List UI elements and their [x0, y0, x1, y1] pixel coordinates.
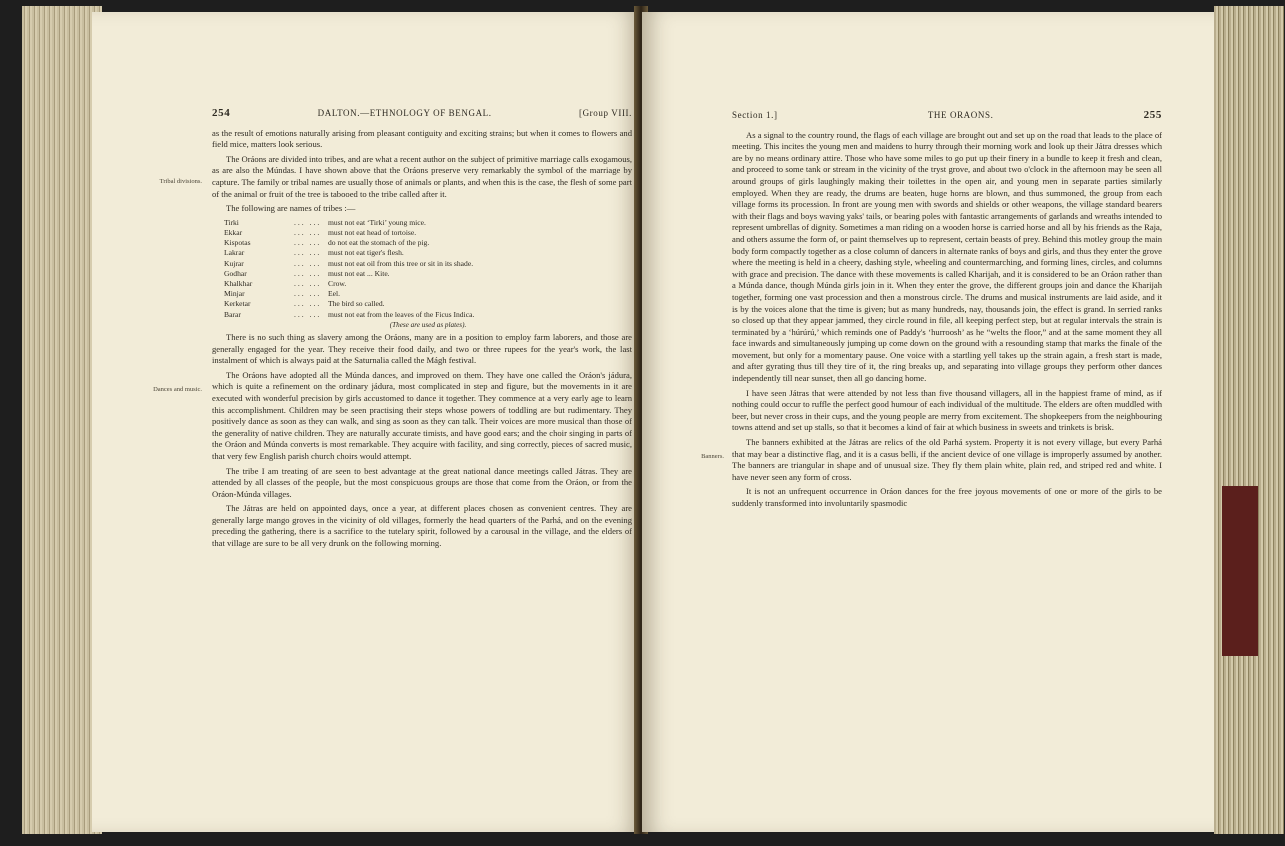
left-page	[92, 12, 640, 832]
running-title: DALTON.—ETHNOLOGY OF BENGAL.	[317, 108, 492, 118]
tribe-row: Kispotas ... ... do not eat the stomach of the pig.	[224, 238, 430, 248]
margin-note: Banners.	[701, 453, 724, 461]
right-page-header	[732, 110, 1162, 122]
tribe-row: Kerketar ... ... The bird so called.	[224, 299, 385, 309]
margin-note: Tribal divisions.	[159, 177, 202, 185]
tribe-row: Tirki ... ... must not eat ‘Tirki’ young mice.	[224, 217, 426, 227]
tribe-row: Khalkhar ... ... Crow.	[224, 278, 347, 288]
paragraph: as the result of emotions naturally arising from pleasant contiguity and exciting strains; but when it comes to flowers and field mice, matters look serious.	[212, 127, 632, 150]
tribe-list	[224, 218, 632, 330]
tribe-footnote: (These are used as plates).	[389, 320, 467, 329]
paragraph: There is no such thing as slavery among the Oráons, many are in a position to employ farm laborers, and those are generally engaged for the year. They receive their food daily, and two or three rupees for the year's work, the last instalment of which is always paid at the Saturnalia called the Mágh festival.	[212, 331, 632, 366]
paragraph-block	[701, 437, 1162, 483]
running-title: THE ORAONS.	[927, 110, 994, 120]
paragraph: It is not an unfrequent occurrence in Oráon dances for the free joyous movements of one or more of the girls to be suddenly transformed into involuntarily spasmodic	[732, 486, 1162, 508]
section-label: Section 1.]	[732, 110, 778, 120]
margin-note: Dances and music.	[153, 385, 202, 393]
tribe-row: Minjar ... ... Eel.	[224, 289, 341, 299]
tribe-row: Barar ... ... must not eat from the leaves of the Ficus Indica.	[224, 309, 475, 319]
paragraph: The tribe I am treating of are seen to best advantage at the great national dance meetings called Játras. They are attended by all classes of the people, but the most conspicuous groups are those that come from the Oráon, or from the Oráon-Múnda villages.	[212, 465, 632, 499]
group-label: [Group VIII.	[578, 108, 632, 118]
paragraph-block	[159, 153, 632, 200]
paragraph: The Oráons are divided into tribes, and are what a recent author on the subject of primitive marriage calls exogamous, as are also the Múndas. I have shown above that the Oráons preserve very remarkably the symbol of the marriage by capture. The family or tribal names are usually those of animals or plants, and when this is the case, the flesh of some part of the animal or fruit of the tree is tabooed to the tribe called after it.	[212, 153, 632, 199]
page-edges-left	[22, 6, 102, 834]
left-page-content	[153, 107, 632, 553]
paragraph: The following are names of tribes :—	[226, 203, 356, 214]
tribe-row: Lakrar ... ... must not eat tiger's flesh.	[224, 248, 404, 258]
paragraph: The banners exhibited at the Játras are relics of the old Parhá system. Property it is not every village, but every Parhá that may bear a distinctive flag, and it is a casus belli, if the ancient device of one village is improperly assumed by another. The banners are triangular in shape and of unusual size. They fly them plain white, plain red, and striped red and white. I have never seen any form of cross.	[732, 437, 1162, 482]
right-page-content	[701, 109, 1162, 513]
left-page-header	[212, 108, 632, 120]
tribe-row: Kujrar ... ... must not eat oil from this tree or sit in its shade.	[224, 258, 474, 268]
paragraph: The Oráons have adopted all the Múnda dances, and improved on them. They have one called the Oráon's jádura, which is quite a refinement on the ordinary jádura, most complicated in step and figure, but the movements in it are executed with wonderful precision by girls accustomed to dance it together. They commence at a very early age to learn this accomplishment. Children may be seen practising their steps whose powers of toddling are but rudimentary. They positively dance as soon as they can walk, and sing as soon as they can talk. Their voices are more musical than those of the generality of native children. They are naturally accurate timists, and have good ears; and the choir singing in parts of the Oráon and Múnda converts is most remarkable. They acquire with facility, and sing correctly, pieces of sacred music, that very few English parish church choirs would attempt.	[212, 369, 632, 461]
page-edges-right	[1214, 6, 1284, 834]
paragraph: As a signal to the country round, the flags of each village are brought out and set up on the road that leads to the place of meeting. This incites the young men and maidens to hurry through their morning work and look up their Játra dresses which are by no means ordinary attire. Those who have some miles to go put up their finery in a bundle to keep it fresh and clean, and proceed to some tank or stream in the vicinity of the tryst grove, and about two o'clock in the afternoon may be seen all around groups of girls laughingly making their toilettes in the open air, and young men in separate parties similarly employed. When they are ready, the drums are beaten, huge horns are blown, and thus summoned, the group from each village forms its procession. In front are young men with swords and shields or other weapons, the village standard bearers with their flags and boys waving yaks' tails, or bearing poles with fantastic arrangements of garlands and wreaths intended to represent umbrellas of dignity. Sometimes a man riding on a wooden horse is carried horse and all by his friends as the Raja, and others assume the form of, or paint themselves up to represent, certain beasts of prey. Behind this motley group the main body form compactly together as a close column of dancers in alternate ranks of boys and girls, and thus they enter the grove where the meeting is held in a cheery, dashing style, wheeling and countermarching, and forming lines, circles, and columns with grace and precision. The dance with these movements is called Kharijah, and it is considered to be an Oráon rather than a Múnda dance, though Múnda girls join in it. When they enter the grove, the different groups join and dance the Kharijah together, forming one vast procession and then a monstrous circle. The drums and musical instruments are laid aside, and it is by the voices alone that the time is given; but as many hundreds, nay, thousands join, the effect is grand. In serried ranks so closed up that they appear jammed, they circle round in file, all keeping perfect step, but at regular intervals the strain is terminated by a ‘húrúrú,’ which reminds one of Paddy's ‘hurroosh’ as he “welts the floor,” and at the same moment they all face inwards and simultaneously jumping up come down on the ground with a resounding stamp that marks the finale of the movement, but only for a momentary pause. One voice with a startling yell takes up the strain again, a fresh start is made, and after gyrating thus till they tire of it, the ring breaks up, and separating into village groups they perform other dances independently till near sunset, then all go dancing home.	[732, 129, 1162, 384]
right-page	[642, 12, 1214, 832]
tribe-row: Ekkar ... ... must not eat head of tortoise.	[224, 227, 417, 237]
paragraph-block	[153, 369, 632, 463]
page-number: 255	[1143, 109, 1162, 121]
page-number: 254	[212, 107, 231, 119]
open-book	[22, 6, 1284, 834]
paragraph: The Játras are held on appointed days, once a year, at different places chosen as convenient centres. They are generally large mango groves in the vicinity of old villages, formerly the head quarters of the Parhá, and on the evening preceding the gathering, there is a sacrifice to the tutelary spirit, followed by a carousal in the village, and the elders of that village are sure to be all very drunk on the following morning.	[212, 503, 632, 549]
bookmark-ribbon	[1222, 486, 1258, 656]
tribe-row: Godhar ... ... must not eat ... Kite.	[224, 268, 390, 278]
paragraph: I have seen Játras that were attended by not less than five thousand villagers, all in the happiest frame of mind, as if nothing could occur to ruffle the perfect good humour of each individual of the multitude. The elders are often muddled with beer, but never cross in their cups, and the young people are merry from excitement. The shopkeepers from the neighbouring towns attend and set up stalls, so that it becomes a kind of fair at which business in sweets and trinkets is brisk.	[732, 387, 1162, 433]
